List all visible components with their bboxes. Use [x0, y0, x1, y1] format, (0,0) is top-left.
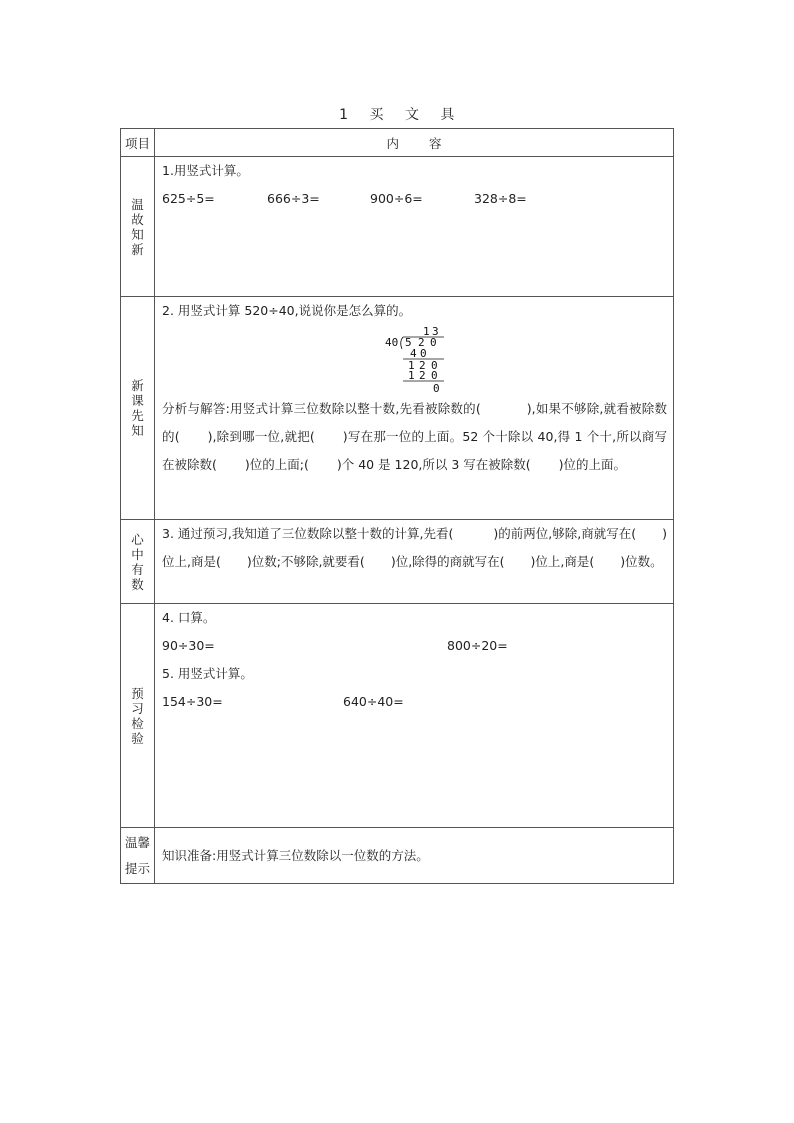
question-4: 4. 口算。: [162, 610, 216, 625]
section-tip-row: [121, 828, 674, 884]
analysis-text: ),如果不够除,就看被除数的(: [162, 401, 667, 444]
section-label-cell: [121, 520, 155, 604]
summary-text: )的前两位,够除,商就写在(: [493, 526, 637, 541]
section-label-cell: [121, 297, 155, 520]
step-digit: 4: [410, 347, 417, 360]
section-label-cell: [121, 157, 155, 297]
expression: 328÷8=: [474, 191, 527, 206]
step-digit: 0: [420, 347, 427, 360]
worksheet-table: [120, 128, 674, 884]
title-char: 文: [404, 107, 420, 123]
quotient-digit: 3: [432, 325, 439, 338]
section-label-tip: 温馨: [124, 834, 150, 850]
tip-text: 知识准备:用竖式计算三位数除以一位数的方法。: [162, 847, 429, 863]
section-summary-row: [121, 520, 674, 604]
summary-text: )位,除得的商就写在(: [390, 554, 505, 569]
page-title: [0, 104, 794, 124]
summary-text: )位上,商是(: [530, 554, 595, 569]
dividend-digit: 2: [418, 336, 425, 349]
analysis-text: )位的上面;(: [244, 457, 309, 472]
summary-text: )位上,商是(: [162, 526, 667, 569]
section-content-cell: [155, 157, 674, 297]
step-digit: 2: [419, 359, 426, 372]
summary-text: )位数。: [620, 554, 663, 569]
header-label-cell: [121, 129, 155, 157]
analysis-text: ),除到哪一位,就把(: [207, 429, 315, 444]
section-label-summary: 心中有数: [131, 531, 144, 592]
expression-row: [162, 632, 667, 660]
long-division-figure: [382, 325, 462, 397]
header-content-char: 容: [428, 135, 442, 151]
section-review-row: [121, 157, 674, 297]
section-content-cell: [155, 297, 674, 520]
step-digit: 0: [431, 359, 438, 372]
summary-text: 3. 通过预习,我知道了三位数除以整十数的计算,先看(: [162, 526, 454, 541]
section-content-cell: [155, 604, 674, 828]
step-digit: 1: [408, 369, 415, 382]
analysis-text: 分析与解答:用竖式计算三位数除以整十数,先看被除数的(: [162, 401, 481, 416]
dividend-digit: 5: [405, 336, 412, 349]
question-1: 1.用竖式计算。: [162, 163, 249, 178]
step-digit: 0: [431, 369, 438, 382]
step-digit: 1: [408, 359, 415, 372]
title-char: 买: [369, 107, 384, 123]
section-check-row: [121, 604, 674, 828]
section-content-cell: [155, 828, 674, 884]
title-number: 1: [339, 107, 349, 123]
division-bracket: [401, 337, 403, 349]
section-label-cell: [121, 604, 155, 828]
section-preview-row: [121, 297, 674, 520]
summary-paragraph: [162, 520, 667, 576]
remainder: 0: [433, 382, 440, 395]
quotient-digit: 1: [423, 325, 430, 338]
analysis-text: )个 40 是 120,所以 3 写在被除数(: [336, 457, 531, 472]
analysis-paragraph: [162, 395, 667, 479]
question-5: 5. 用竖式计算。: [162, 666, 253, 681]
expression-row: [162, 688, 667, 716]
section-label-cell: [121, 828, 155, 884]
expression: 900÷6=: [370, 191, 423, 206]
title-char: 具: [440, 107, 455, 123]
expression-row: [162, 185, 667, 213]
expression: 640÷40=: [343, 694, 404, 709]
section-content-cell: [155, 520, 674, 604]
expression: 800÷20=: [447, 638, 508, 653]
header-content-char: 内: [386, 135, 400, 151]
analysis-text: )写在那一位的上面。52 个十除以 40,得 1 个十,所以商写在被除数(: [162, 429, 668, 472]
summary-text: )位数;不够除,就要看(: [246, 554, 365, 569]
expression: 154÷30=: [162, 694, 223, 709]
header-label: 项目: [124, 135, 150, 151]
dividend-digit: 0: [430, 336, 437, 349]
section-label-review: 温故知新: [131, 196, 144, 257]
divisor: 40: [385, 336, 399, 349]
expression: 90÷30=: [162, 638, 215, 653]
section-label-preview: 新课先知: [131, 378, 144, 438]
expression: 666÷3=: [267, 191, 320, 206]
question-2: 2. 用竖式计算 520÷40,说说你是怎么算的。: [162, 303, 412, 318]
expression: 625÷5=: [162, 191, 215, 206]
header-content-cell: [155, 129, 674, 157]
analysis-text: )位的上面。: [558, 457, 627, 472]
section-label-check: 预习检验: [131, 685, 144, 746]
long-division: [162, 325, 667, 395]
step-digit: 2: [419, 369, 426, 382]
header-row: [121, 129, 674, 157]
section-label-tip: 提示: [124, 860, 150, 876]
